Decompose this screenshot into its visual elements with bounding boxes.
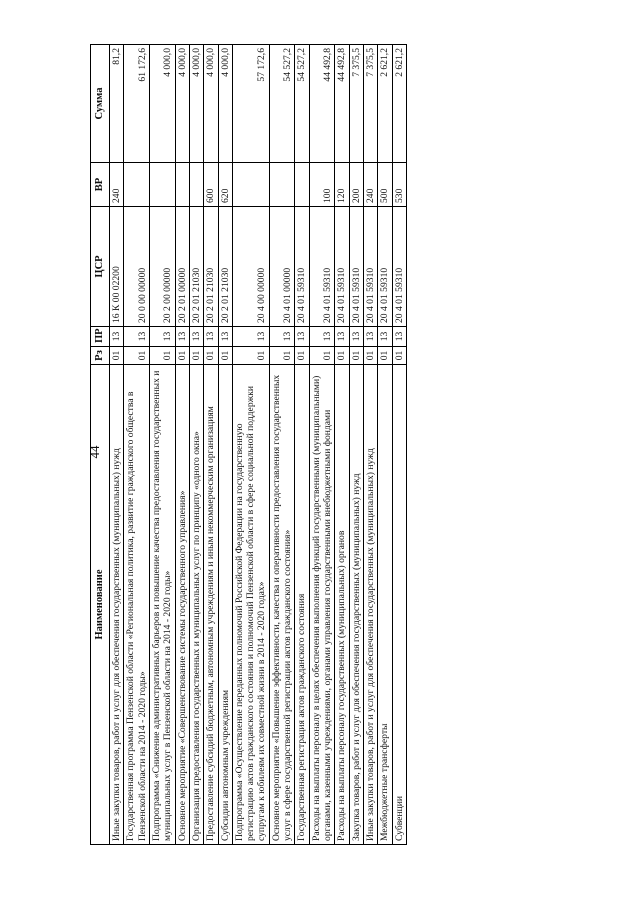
cell-vr: 100 [309,163,335,207]
cell-sum: 57 172,6 [232,45,269,163]
cell-rz: 01 [110,347,124,365]
cell-name: Подпрограмма «Осуществление переданных полномочий Российской Федерации на государственную регистрацию актов гражданского состояния и полномочий Пензенской области в сфере социальной поддержки супругам к юбилеям их совместной жизни в 2014 - 2020 годах» [232,365,269,845]
cell-sum: 4 000,0 [218,45,232,163]
cell-sum: 44 492,8 [309,45,335,163]
table-row [349,45,363,845]
table-row [363,45,377,845]
cell-vr: 240 [110,163,124,207]
table-row [149,45,175,845]
cell-rz: 01 [218,347,232,365]
cell-name: Расходы на выплаты персоналу государственных (муниципальных) органов [335,365,349,845]
cell-csr: 20 4 01 59310 [392,207,406,327]
cell-rz: 01 [189,347,203,365]
table-row [295,45,309,845]
cell-vr [269,163,295,207]
cell-sum: 7 375,5 [349,45,363,163]
cell-vr: 200 [349,163,363,207]
cell-rz: 01 [378,347,392,365]
cell-vr [232,163,269,207]
cell-csr: 20 0 00 00000 [124,207,150,327]
cell-pr: 13 [392,327,406,347]
table-row [269,45,295,845]
cell-csr: 20 4 01 59310 [295,207,309,327]
cell-vr: 620 [218,163,232,207]
cell-sum: 81,2 [110,45,124,163]
cell-rz: 01 [309,347,335,365]
cell-pr: 13 [124,327,150,347]
table-header [91,45,110,845]
cell-name: Иные закупки товаров, работ и услуг для обеспечения государственных (муниципальных) нужд [363,365,377,845]
cell-rz: 01 [335,347,349,365]
table-row [204,45,218,845]
table-row [309,45,335,845]
cell-pr: 13 [189,327,203,347]
cell-vr [189,163,203,207]
cell-csr: 20 4 00 00000 [232,207,269,327]
cell-pr: 13 [349,327,363,347]
table-row [378,45,392,845]
cell-sum: 4 000,0 [204,45,218,163]
cell-name: Межбюджетные трансферты [378,365,392,845]
cell-name: Подпрограмма «Снижение административных барьеров и повышение качества предоставления государственных и муниципальных услуг в Пензенской области на 2014 - 2020 годы» [149,365,175,845]
cell-vr [149,163,175,207]
cell-sum: 7 375,5 [363,45,377,163]
cell-csr: 20 2 01 21030 [189,207,203,327]
cell-pr: 13 [175,327,189,347]
cell-pr: 13 [309,327,335,347]
header-rz: Рз [91,347,110,365]
cell-sum: 44 492,8 [335,45,349,163]
cell-csr: 20 4 01 00000 [269,207,295,327]
cell-name: Предоставление субсидий бюджетным, автономным учреждениям и иным некоммерческим организациям [204,365,218,845]
cell-pr: 13 [218,327,232,347]
cell-sum: 54 527,2 [295,45,309,163]
cell-pr: 13 [110,327,124,347]
table-row [189,45,203,845]
budget-table [90,44,407,845]
cell-rz: 01 [204,347,218,365]
table-row [392,45,406,845]
header-vr: ВР [91,163,110,207]
cell-vr: 530 [392,163,406,207]
cell-csr: 20 2 01 00000 [175,207,189,327]
cell-vr: 600 [204,163,218,207]
cell-vr: 500 [378,163,392,207]
cell-name: Организация предоставления государственных и муниципальных услуг по принципу «одного окна» [189,365,203,845]
cell-name: Субсидии автономным учреждениям [218,365,232,845]
header-pr: ПР [91,327,110,347]
cell-rz: 01 [124,347,150,365]
cell-name: Основное мероприятие «Совершенствование системы государственного управления» [175,365,189,845]
cell-sum: 4 000,0 [149,45,175,163]
cell-name: Иные закупки товаров, работ и услуг для обеспечения государственных (муниципальных) нужд [110,365,124,845]
cell-vr: 240 [363,163,377,207]
cell-sum: 2 621,2 [378,45,392,163]
header-name: Наименование [91,365,110,845]
cell-name: Субвенции [392,365,406,845]
cell-name: Закупка товаров, работ и услуг для обеспечения государственных (муниципальных) нужд [349,365,363,845]
cell-rz: 01 [363,347,377,365]
cell-pr: 13 [335,327,349,347]
cell-rz: 01 [295,347,309,365]
table-row [124,45,150,845]
cell-csr: 20 4 01 59310 [349,207,363,327]
page-number: 44 [87,445,102,459]
cell-vr [124,163,150,207]
cell-sum: 61 172,6 [124,45,150,163]
table-body [110,45,407,845]
table-row [232,45,269,845]
table-row [175,45,189,845]
cell-csr: 20 4 01 59310 [309,207,335,327]
cell-csr: 20 4 01 59310 [363,207,377,327]
cell-sum: 2 621,2 [392,45,406,163]
header-sum: Сумма [91,45,110,163]
cell-name: Расходы на выплаты персоналу в целях обеспечения выполнения функций государственными (муниципальными) органами, казенными учреждениями, органами управления государственными внебюджетными фондами [309,365,335,845]
table-row [335,45,349,845]
header-csr: ЦСР [91,207,110,327]
table-row [110,45,124,845]
cell-csr: 20 4 01 59310 [378,207,392,327]
cell-rz: 01 [349,347,363,365]
cell-vr [295,163,309,207]
cell-csr: 20 4 01 59310 [335,207,349,327]
cell-rz: 01 [392,347,406,365]
cell-csr: 20 2 00 00000 [149,207,175,327]
cell-pr: 13 [204,327,218,347]
cell-pr: 13 [295,327,309,347]
cell-csr: 20 2 01 21030 [204,207,218,327]
cell-pr: 13 [269,327,295,347]
cell-csr: 20 2 01 21030 [218,207,232,327]
rotated-table-container [90,45,560,845]
cell-sum: 4 000,0 [189,45,203,163]
cell-rz: 01 [175,347,189,365]
cell-name: Государственная программа Пензенской области «Региональная политика, развитие гражданского общества в Пензенской области на 2014 - 2020 годы» [124,365,150,845]
header-row [91,45,110,845]
cell-name: Государственная регистрация актов гражданского состояния [295,365,309,845]
cell-pr: 13 [378,327,392,347]
cell-rz: 01 [232,347,269,365]
cell-csr: 16 К 00 02200 [110,207,124,327]
cell-pr: 13 [363,327,377,347]
table-row [218,45,232,845]
cell-name: Основное мероприятие «Повышение эффективности, качества и оперативности предоставления государственных услуг в сфере государственной регистрации актов гражданского состояния» [269,365,295,845]
cell-pr: 13 [232,327,269,347]
cell-sum: 54 527,2 [269,45,295,163]
cell-rz: 01 [149,347,175,365]
cell-vr [175,163,189,207]
cell-sum: 4 000,0 [175,45,189,163]
cell-rz: 01 [269,347,295,365]
cell-pr: 13 [149,327,175,347]
cell-vr: 120 [335,163,349,207]
